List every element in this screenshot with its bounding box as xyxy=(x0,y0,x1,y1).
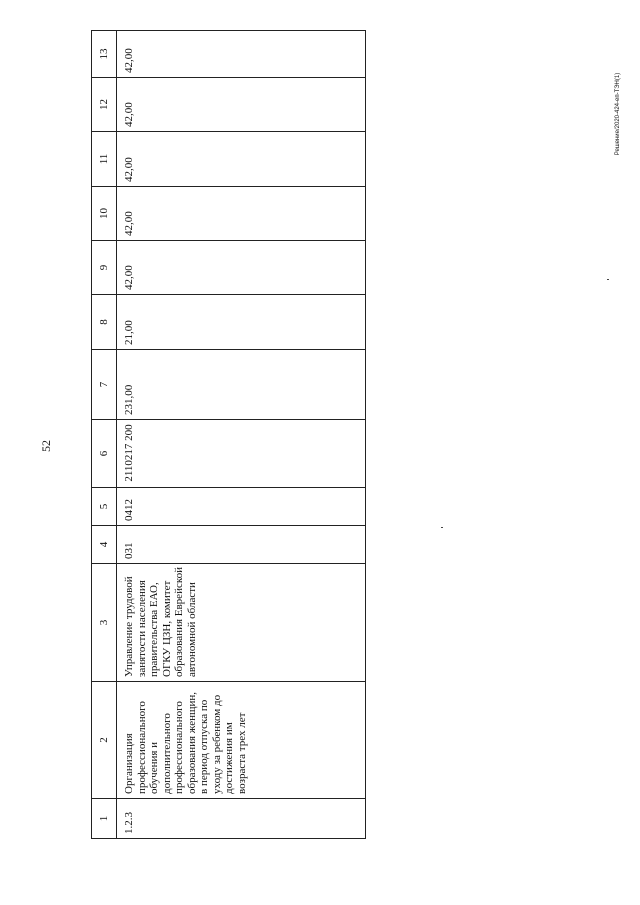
header-col-8: 8 xyxy=(92,295,117,350)
cell-item-number: 1.2.3 xyxy=(117,799,366,839)
rotated-table-container xyxy=(91,31,366,839)
scan-speck xyxy=(441,527,443,528)
header-col-9: 9 xyxy=(92,241,117,295)
document-side-label: Решение/2020-424-еп-ТЭН(1) xyxy=(615,72,621,156)
header-col-7: 7 xyxy=(92,350,117,420)
cell-value-10: 42,00 xyxy=(117,187,366,241)
header-col-6: 6 xyxy=(92,420,117,488)
cell-code-5: 0412 xyxy=(117,488,366,526)
header-row xyxy=(92,31,117,839)
header-col-11: 11 xyxy=(92,132,117,187)
header-col-10: 10 xyxy=(92,187,117,241)
cell-value-13: 42,00 xyxy=(117,31,366,78)
header-col-3: 3 xyxy=(92,564,117,682)
cell-code-4: 031 xyxy=(117,526,366,564)
cell-value-8: 21,00 xyxy=(117,295,366,350)
scan-speck xyxy=(607,279,609,280)
program-table xyxy=(91,30,366,839)
header-col-2: 2 xyxy=(92,682,117,799)
header-col-1: 1 xyxy=(92,799,117,839)
table-row xyxy=(117,31,366,839)
header-col-13: 13 xyxy=(92,31,117,78)
cell-activity-name: Организация профессионального обучения и дополнительного профессионального образования женщин, в период отпуска по уходу за ребенком до достижения им возраста трех лет xyxy=(117,682,366,799)
page-number: 52 xyxy=(39,440,53,452)
cell-value-7: 231,00 xyxy=(117,350,366,420)
cell-value-12: 42,00 xyxy=(117,78,366,132)
cell-responsible-executor: Управление трудовой занятости населения правительства ЕАО, ОГКУ ЦЗН, комитет образования Еврейской автономной области xyxy=(117,564,366,682)
cell-value-9: 42,00 xyxy=(117,241,366,295)
header-col-4: 4 xyxy=(92,526,117,564)
cell-code-6: 2110217 200 xyxy=(117,420,366,488)
header-col-12: 12 xyxy=(92,78,117,132)
header-col-5: 5 xyxy=(92,488,117,526)
cell-value-11: 42,00 xyxy=(117,132,366,187)
